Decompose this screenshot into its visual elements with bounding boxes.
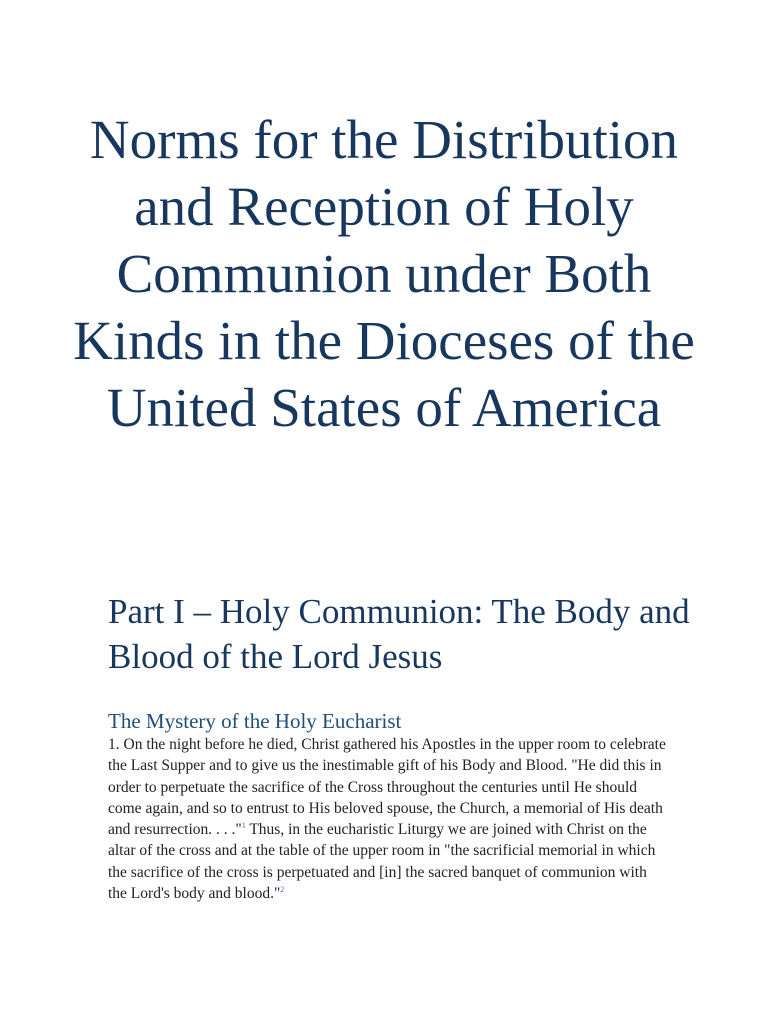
section-heading: The Mystery of the Holy Eucharist: [108, 709, 402, 733]
paragraph-1: [108, 734, 668, 904]
part-heading: Part I – Holy Communion: The Body and Blood of the Lord Jesus: [108, 592, 690, 676]
document-title: Norms for the Distribution and Reception of Holy Communion under Both Kinds in the Dioceses of the United States of America: [73, 109, 695, 438]
paragraph-1-text-a: 1. On the night before he died, Christ gathered his Apostles in the upper room to celebrate the Last Supper and to give us the inestimable gift of his Body and Blood. "He did this in order to perpetuate the sacrifice of the Cross throughout the centuries until He should come again, and so to entrust to His beloved spouse, the Church, a memorial of His death and resurrection. . . .": [108, 736, 666, 839]
footnote-ref-1[interactable]: 1: [241, 821, 246, 831]
footnote-ref-2[interactable]: 2: [280, 884, 285, 894]
paragraph-1-text-b: Thus, in the eucharistic Liturgy we are joined with Christ on the altar of the cross and at the table of the upper room in "the sacrificial memorial in which the sacrifice of the cross is perpetuated and [in] the sacred banquet of communion with the Lord's body and blood.": [108, 821, 656, 903]
